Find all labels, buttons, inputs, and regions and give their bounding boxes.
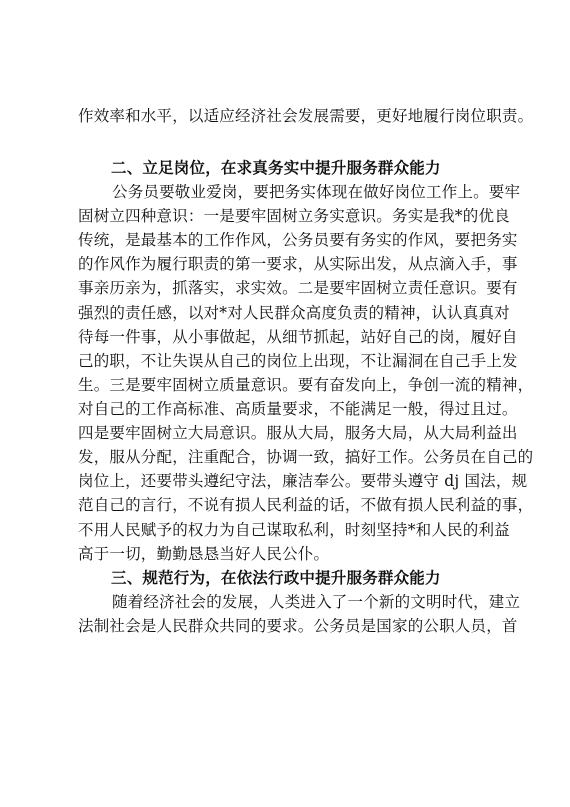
paragraph-line: 发，服从分配，注重配合，协调一致，搞好工作。公务员在自己的 — [78, 448, 534, 466]
paragraph-line: 的作风作为履行职责的第一要求，从实际出发，从点滴入手，事 — [78, 255, 518, 273]
paragraph-line: 公务员要敬业爱岗，要把务实体现在做好岗位工作上。要牢 — [112, 183, 521, 201]
paragraph-line: 随着经济社会的发展，人类进入了一个新的文明时代，建立 — [112, 593, 521, 611]
paragraph-line: 不用人民赋予的权力为自己谋取私利，时刻坚持*和人民的利益 — [78, 521, 510, 539]
paragraph-line: 四是要牢固树立大局意识。服从大局，服务大局，从大局利益出 — [78, 424, 518, 442]
paragraph-line: 事亲历亲为，抓落实，求实效。二是要牢固树立责任意识。要有 — [78, 279, 518, 297]
paragraph-line: 固树立四种意识：一是要牢固树立务实意识。务实是我*的优良 — [78, 207, 510, 225]
paragraph-line: 对自己的工作高标准、高质量要求，不能满足一般，得过且过。 — [78, 400, 518, 418]
paragraph-line: 岗位上，还要带头遵纪守法，廉洁奉公。要带头遵守 dj 国法，规 — [78, 472, 528, 490]
paragraph-line: 作效率和水平，以适应经济社会发展需要，更好地履行岗位职责。 — [78, 107, 534, 125]
paragraph-line: 强烈的责任感，以对*对人民群众高度负责的精神，认认真真对 — [78, 304, 510, 322]
section-heading: 三、规范行为，在依法行政中提升服务群众能力 — [111, 568, 441, 587]
paragraph-line: 生。三是要牢固树立质量意识。要有奋发向上，争创一流的精神， — [78, 376, 534, 394]
paragraph-line: 法制社会是人民群众共同的要求。公务员是国家的公职人员，首 — [78, 617, 518, 635]
paragraph-line: 传统，是最基本的工作作风，公务员要有务实的作风，要把务实 — [78, 231, 518, 249]
paragraph-line: 己的职，不让失误从自己的岗位上出现，不让漏洞在自己手上发 — [78, 352, 518, 370]
paragraph-line: 高于一切，勤勤恳恳当好人民公仆。 — [78, 545, 330, 563]
paragraph-line: 待每一件事，从小事做起，从细节抓起，站好自己的岗，履好自 — [78, 328, 518, 346]
paragraph-line: 范自己的言行，不说有损人民利益的话，不做有损人民利益的事， — [78, 496, 534, 514]
section-heading: 二、立足岗位，在求真务实中提升服务群众能力 — [111, 158, 441, 177]
